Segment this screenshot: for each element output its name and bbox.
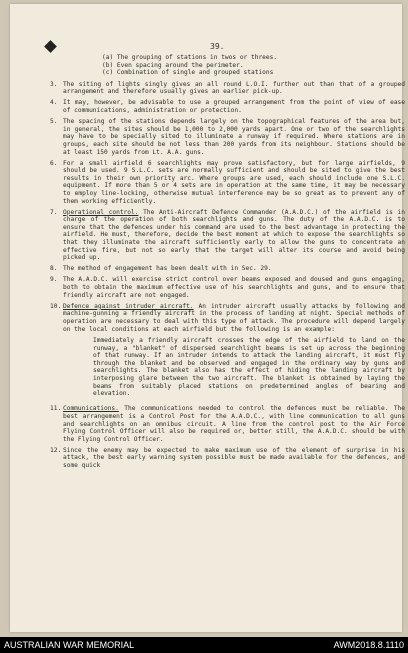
paragraph-heading: Communications. xyxy=(63,405,119,413)
paragraph-number: 11. xyxy=(50,405,62,413)
paragraph-6 xyxy=(50,160,405,206)
list-item: (c) Combination of single and grouped stations xyxy=(102,69,274,77)
paragraph-text: The method of engagement has been dealt with in Sec. 29. xyxy=(63,265,272,273)
catalogue-id: AWM2018.8.1110 xyxy=(333,640,404,650)
paragraph-heading: Defence against intruder aircraft. xyxy=(63,302,194,310)
paragraph-text: The siting of lights singly gives an all round L.O.I. further out than that of a grouped arrangement and therefore usually gives an earlier pick-up. xyxy=(63,80,405,96)
archive-footer-bar xyxy=(0,637,408,653)
paragraph-9 xyxy=(50,276,405,299)
paragraph-heading: Operational control. xyxy=(63,208,139,216)
paragraph-number: 3. xyxy=(50,80,58,88)
paragraph-text: Communications. The communications needed to control the defences must be reliable. The best arrangement is a Control Post for the A.A.D.C., with line communication to all guns and searchlights on an omnibus circuit. A line from the control post to the Air Force Flying Control Officer will also be required or, better still, the A.A.D.C. should be with the Flying Control Officer. xyxy=(63,405,405,443)
paragraph-text: For a small airfield 6 searchlights may prove satisfactory, but for large airfields, 9 should be used. 9 S.L.C. sets are normally sufficient and should be sited to give the best results in their own priority arc. Where groups are used, each should include one S.L.C. equipment. If more than 5 or 4 sets are in operation at the same time, it may be necessary to employ line-locking, otherwise mutual interference may be so great as to prevent any of them working efficiently. xyxy=(63,159,405,205)
paragraph-8 xyxy=(50,265,405,273)
paragraph-number: 9. xyxy=(50,276,58,284)
paragraph-text: It may, however, be advisable to use a grouped arrangement from the point of view of ease of communications, administration or protection. xyxy=(63,99,405,115)
paragraph-number: 12. xyxy=(50,446,62,454)
page-number: 39. xyxy=(210,42,225,51)
paragraph-number: 8. xyxy=(50,265,58,273)
paragraph-number: 4. xyxy=(50,99,58,107)
document-body xyxy=(50,54,405,473)
paragraph-3 xyxy=(50,81,405,96)
paragraph-text: Operational control. The Anti-Aircraft Defence Commander (A.A.D.C.) of the airfield is in charge of the operation of both searchlights and guns. The duty of the A.A.D.C. is to ensure that the defences under his command are used to the best advantage in protecting the airfield. He must, therefore, decide the best moment at which to expose the searchlights so that they illuminate the aircraft sufficiently early to allow the guns to concentrate an effective fire, but not so early that the target will alter its course and avoid being picked up. xyxy=(63,208,405,262)
paragraph-number: 7. xyxy=(50,208,58,216)
paragraph-number: 5. xyxy=(50,118,58,126)
paragraph-10 xyxy=(50,303,405,402)
punch-hole-mark xyxy=(44,40,57,53)
paragraph-7 xyxy=(50,209,405,262)
paragraph-11 xyxy=(50,405,405,443)
document-page xyxy=(10,4,405,632)
paragraph-12 xyxy=(50,447,405,470)
institution-name: AUSTRALIAN WAR MEMORIAL xyxy=(4,640,135,650)
list-item: (b) Even spacing around the perimeter. xyxy=(102,61,244,69)
paragraph-number: 10. xyxy=(50,302,62,310)
paragraph-text: Defence against intruder aircraft. An intruder aircraft usually attacks by following and machine-gunning a friendly aircraft in the process of landing at night. Special methods of operation are necessary to deal with this type of attack. The procedure will depend largely on the local conditions at each airfield but the following is an example: Immediately a friendly aircraft crosses the edge of the airfield to land on the runway, a "blanket" of dispersed searchlight beams is set up across the beginning of that runway. If an intruder intends to attack the landing aircraft, it must fly through the blanket and be observed and engaged in the ordinary way by guns and searchlights. The blanket also has the effect of hiding the landing aircraft by interposing glare between the two aircraft. The blanket is obtained by laying the beams from suitably placed stations on predetermined angles of bearing and elevation. xyxy=(63,302,405,398)
paragraph-text: The A.A.D.C. will exercise strict control over beams exposed and doused and guns engaging, both to obtain the maximum effective use of his searchlights and guns, and to ensure that friendly aircraft are not engaged. xyxy=(63,276,405,299)
paragraph-number: 6. xyxy=(50,159,58,167)
paragraph-5 xyxy=(50,118,405,156)
grouping-options-list xyxy=(102,54,405,77)
intruder-defence-example: Immediately a friendly aircraft crosses the edge of the airfield to land on the runway, a "blanket" of dispersed searchlight beams is set up across the beginning of that runway. If an intruder intends to attack the landing aircraft, it must fly through the blanket and be observed and engaged in the ordinary way by guns and searchlights. The blanket also has the effect of hiding the landing aircraft by interposing glare between the two aircraft. The blanket is obtained by laying the beams from suitably placed stations on predetermined angles of bearing and elevation. xyxy=(93,337,405,398)
paragraph-4 xyxy=(50,99,405,114)
paragraph-text: Since the enemy may be expected to make maximum use of the element of surprise in his attack, the best early warning system possible must be made available for the defences, and some quick xyxy=(63,446,405,469)
list-item: (a) The grouping of stations in twos or threes. xyxy=(102,54,278,61)
paragraph-text: The spacing of the stations depends largely on the topographical features of the area but, in general, the sites should be 1,000 to 2,000 yards apart. One or two of the searchlights may have to be specially sited to illuminate a runway if required. Where stations are in groups, each site should be not less than 200 yards from its neighbour. Stations should be at least 150 yards from Lt. A.A. guns. xyxy=(63,118,405,156)
